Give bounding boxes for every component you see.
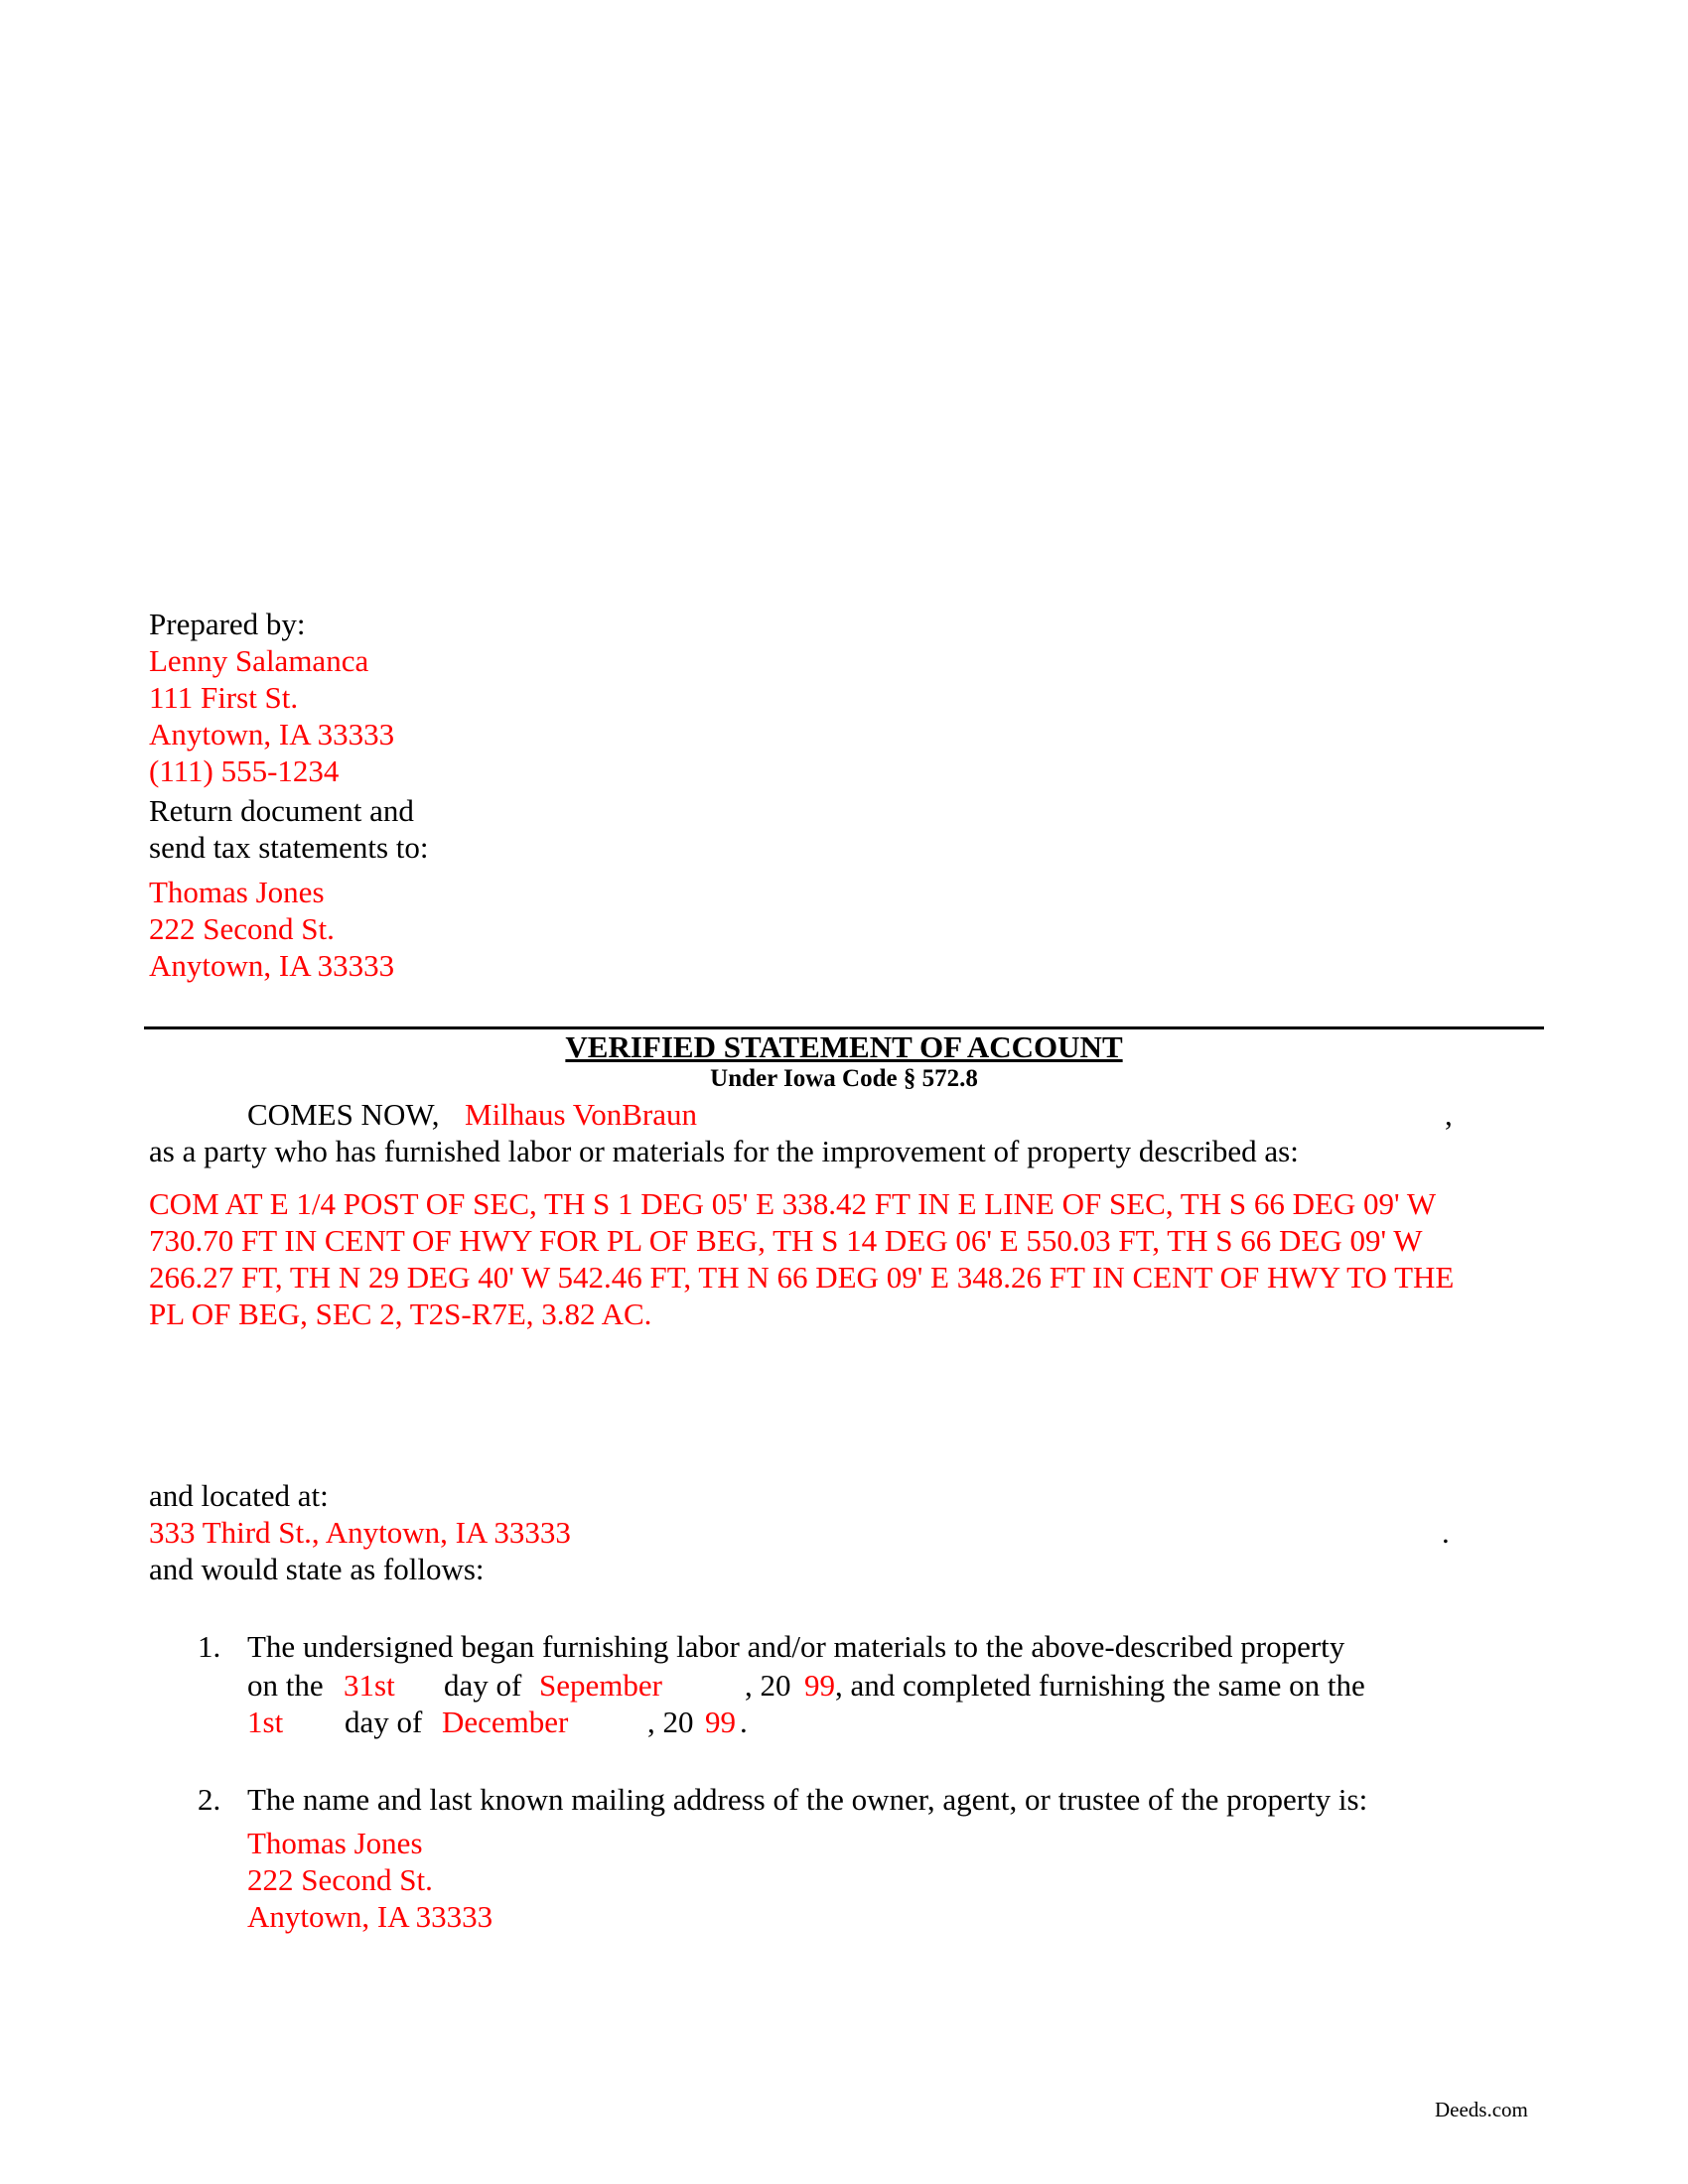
item1-completed-text: , and completed furnishing the same on the bbox=[835, 1668, 1365, 1703]
return-name: Thomas Jones bbox=[149, 875, 325, 909]
item1-day-of: day of bbox=[444, 1668, 522, 1703]
item2-text: The name and last known mailing address of the owner, agent, or trustee of the property is: bbox=[247, 1782, 1368, 1817]
start-year: 99 bbox=[804, 1668, 835, 1703]
footer-brand: Deeds.com bbox=[1435, 2098, 1528, 2121]
end-month: December bbox=[442, 1705, 569, 1739]
return-label-line1: Return document and bbox=[149, 793, 414, 828]
claimant-name: Milhaus VonBraun bbox=[465, 1097, 697, 1132]
document-title: VERIFIED STATEMENT OF ACCOUNT bbox=[565, 1029, 1123, 1064]
start-day: 31st bbox=[344, 1668, 395, 1703]
document-subtitle: Under Iowa Code § 572.8 bbox=[710, 1065, 978, 1092]
item1-end-period: . bbox=[740, 1705, 748, 1739]
preparer-name: Lenny Salamanca bbox=[149, 643, 369, 678]
item1-comma-20-2: , 20 bbox=[647, 1705, 694, 1739]
end-year: 99 bbox=[705, 1705, 736, 1739]
start-month: Sepember bbox=[539, 1668, 662, 1703]
preparer-address-line2: Anytown, IA 33333 bbox=[149, 717, 395, 751]
return-address-line2: Anytown, IA 33333 bbox=[149, 948, 395, 983]
party-description-text: as a party who has furnished labor or materials for the improvement of property described as: bbox=[149, 1134, 1299, 1168]
address-period: . bbox=[1442, 1515, 1450, 1550]
item1-line1: The undersigned began furnishing labor and/or materials to the above-described property bbox=[247, 1629, 1345, 1664]
item1-day-of-2: day of bbox=[345, 1705, 423, 1739]
owner-address-line2: Anytown, IA 33333 bbox=[247, 1899, 493, 1934]
property-address: 333 Third St., Anytown, IA 33333 bbox=[149, 1515, 571, 1550]
comes-now-text: COMES NOW, bbox=[247, 1097, 440, 1132]
return-address-line1: 222 Second St. bbox=[149, 911, 335, 946]
item1-on-the: on the bbox=[247, 1668, 324, 1703]
located-at-label: and located at: bbox=[149, 1478, 329, 1513]
preparer-phone: (111) 555-1234 bbox=[149, 753, 340, 788]
end-day: 1st bbox=[247, 1705, 284, 1739]
item1-comma-20: , 20 bbox=[745, 1668, 791, 1703]
owner-name: Thomas Jones bbox=[247, 1826, 423, 1860]
state-as-follows-text: and would state as follows: bbox=[149, 1552, 485, 1586]
item1-number: 1. bbox=[198, 1629, 221, 1664]
claimant-comma: , bbox=[1445, 1097, 1453, 1132]
item2-number: 2. bbox=[198, 1782, 221, 1817]
owner-address-line1: 222 Second St. bbox=[247, 1862, 433, 1897]
preparer-address-line1: 111 First St. bbox=[149, 680, 299, 715]
prepared-by-label: Prepared by: bbox=[149, 607, 306, 641]
legal-description: COM AT E 1/4 POST OF SEC, TH S 1 DEG 05' E 338.42 FT IN E LINE OF SEC, TH S 66 DEG 09' W 730.70 FT IN CENT OF HWY FOR PL OF BEG, TH S 14 DEG 06' E 550.03 FT, TH S 66 DEG 09' W 266.27 FT, TH N 29 DEG 40' W 542.46 FT, TH N 66 DEG 09' E 348.26 FT IN CENT OF HWY TO THE PL OF BEG, SEC 2, T2S-R7E, 3.82 AC. bbox=[149, 1186, 1455, 1331]
return-label-line2: send tax statements to: bbox=[149, 830, 429, 865]
